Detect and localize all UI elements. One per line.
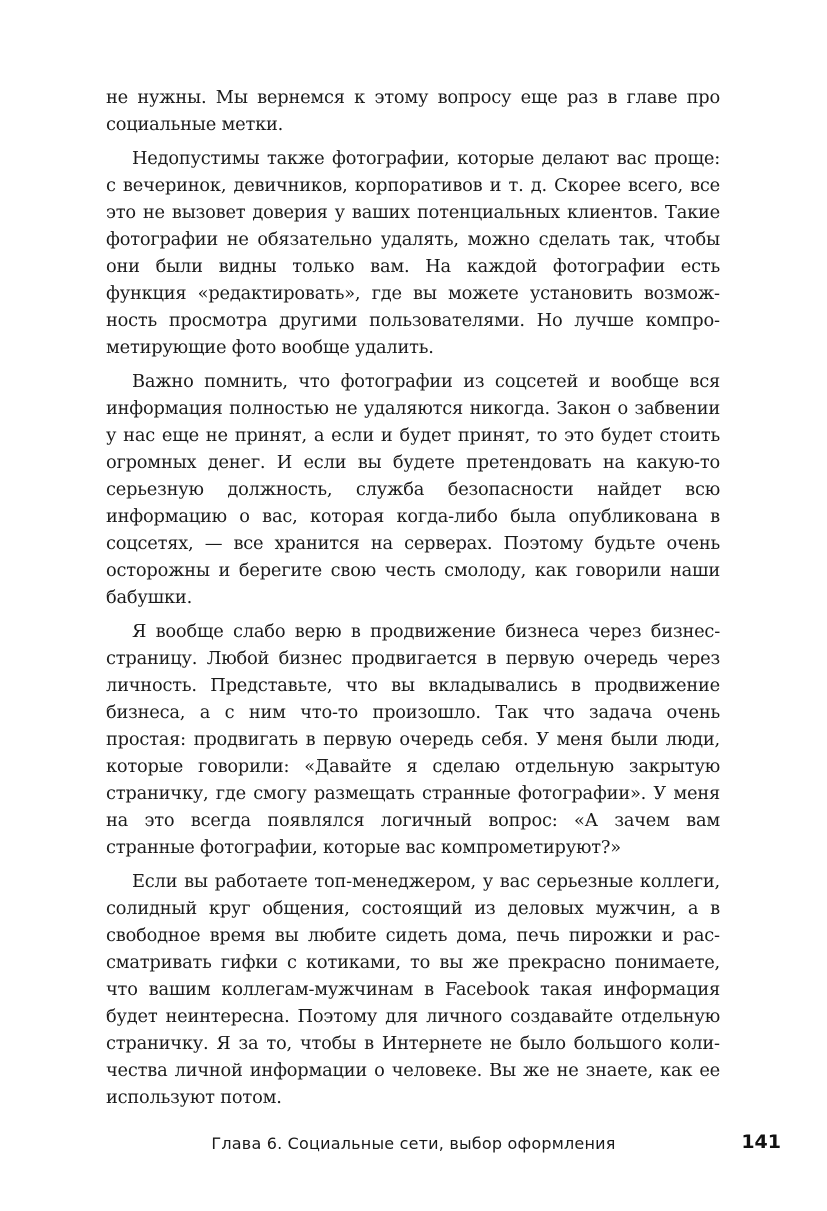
body-text [106,84,720,1118]
paragraph-3: Важно помнить, что фотографии из соцсетей и вообще вся информация полностью не удаляются никогда. Закон о забвении у нас еще не принят, а если и будет принят, то это будет стоить огромных денег. И если вы будете претендовать на какую-то серьезную должность, служба безопасности найдет всю информацию о вас, которая когда-либо была опубликована в соцсетях, — все хранится на серверах. Поэтому будьте очень осторожны и берегите свою честь смолоду, как говорили наши бабушки. [106,371,720,608]
paragraph-2: Недопустимы также фотографии, которые делают вас проще: с вечеринок, девичников, корпоративов и т. д. Скорее всего, все это не вызовет доверия у ваших потенциальных клиентов. Такие фотографии не обязательно удалять, можно сделать так, чтобы они были видны только вам. На каждой фотографии есть функция «редактировать», где вы можете установить возможность просмотра другими пользователями. Но лучше компрометирующие фото вообще удалить. [106,148,720,358]
paragraph-5: Если вы работаете топ-менеджером, у вас серьезные коллеги, солидный круг общения, состоящий из деловых мужчин, а в свободное время вы любите сидеть дома, печь пирожки и рассматривать гифки с котиками, то вы же прекрасно понимаете, что вашим коллегам-мужчинам в Facebook такая информация будет неинтересна. Поэтому для личного создавайте отдельную страничку. Я за то, чтобы в Интернете не было большого количества личной информации о человеке. Вы же не знаете, как ее используют потом. [106,871,720,1108]
page-number: 141 [741,1131,781,1153]
chapter-title: Глава 6. Социальные сети, выбор оформления [211,1134,616,1153]
running-footer [0,1134,827,1153]
paragraph-4: Я вообще слабо верю в продвижение бизнеса через бизнес-страницу. Любой бизнес продвигается в первую очередь через личность. Представьте, что вы вкладывались в продвижение бизнеса, а с ним что-то произошло. Так что задача очень простая: продвигать в первую очередь себя. У меня были люди, которые говорили: «Давайте я сделаю отдельную закрытую страничку, где смогу размещать странные фотографии». У меня на это всегда появлялся логичный вопрос: «А зачем вам странные фотографии, которые вас компрометируют?» [106,621,720,858]
paragraph-1: не нужны. Мы вернемся к этому вопросу еще раз в главе про социальные метки. [106,87,720,135]
